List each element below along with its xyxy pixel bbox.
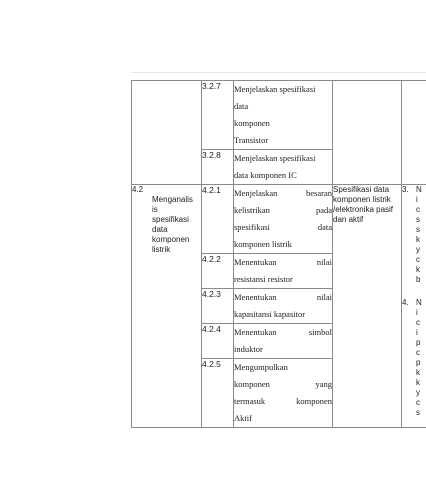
materi-cell (333, 185, 402, 428)
indicator-line: Aktif (234, 413, 252, 423)
indicator-line: Menentukan simbol (234, 327, 332, 337)
indicator-text: Menjelaskan spesifikasi (234, 84, 316, 94)
activity-number: 4. (402, 298, 409, 307)
sub-number: 4.2.1 (202, 185, 234, 254)
indicator-cell (234, 81, 333, 150)
kd-number: 4.2 (132, 185, 144, 194)
kd-cell (132, 185, 202, 428)
activity-number: 3. (402, 185, 409, 194)
empty-materi-cell (333, 81, 402, 185)
kd-line: listrik (152, 245, 171, 254)
empty-kd-cell (132, 81, 202, 185)
kd-line: spesifikasi (152, 215, 189, 224)
activity-item-4 (402, 298, 426, 418)
indicator-line: Mengumpulkan (234, 362, 288, 372)
materi-line: dan aktif (333, 215, 364, 224)
indicator-line: spesifikasi data (234, 222, 332, 232)
materi-line: /elektronika pasif (333, 205, 394, 214)
indicator-cell (234, 289, 333, 324)
competency-table (131, 80, 426, 428)
table-row (132, 185, 426, 254)
indicator-line: kapasitansi kapasitor (234, 309, 306, 319)
indicator-line: Menjelaskan spesifikasi (234, 153, 316, 163)
sub-number: 4.2.5 (202, 359, 234, 428)
indicator-line: komponen listrik (234, 239, 292, 249)
indicator-line: Transistor (234, 135, 269, 145)
sub-number: 3.2.7 (202, 81, 234, 150)
activity-cell (402, 185, 426, 428)
indicator-cell (234, 185, 333, 254)
indicator-line: resistansi resistor (234, 274, 293, 284)
activity-letters: N i c i p c p k k y c s (416, 298, 422, 417)
activity-item-3 (402, 185, 426, 285)
indicator-line: termasuk komponen (234, 396, 332, 406)
indicator-line: Menentukan nilai (234, 257, 332, 267)
sub-number: 3.2.8 (202, 150, 234, 185)
sub-number: 4.2.4 (202, 324, 234, 359)
indicator-line: komponen yang (234, 379, 332, 389)
indicator-line (234, 98, 332, 132)
sub-number: 4.2.3 (202, 289, 234, 324)
empty-col4-cell (402, 81, 426, 185)
materi-line: Spesifikasi data (333, 185, 390, 194)
indicator-cell (234, 254, 333, 289)
indicator-line: Menjelaskan besaran (234, 188, 332, 198)
indicator-text: data komponen (234, 101, 270, 128)
indicator-cell (234, 324, 333, 359)
kd-text (152, 195, 201, 255)
kd-line: data (152, 225, 168, 234)
indicator-line: induktor (234, 344, 263, 354)
kd-line: Menganalis (152, 195, 193, 204)
kd-line: komponen (152, 235, 190, 244)
indicator-line: Menentukan nilai (234, 292, 332, 302)
table-row (132, 81, 426, 150)
materi-line: komponen listrik (333, 195, 391, 204)
sub-number: 4.2.2 (202, 254, 234, 289)
indicator-cell (234, 150, 333, 185)
indicator-cell (234, 359, 333, 428)
indicator-line: data komponen IC (234, 170, 297, 180)
indicator-line (234, 81, 332, 98)
activity-letters: N i c s s k y c k b (416, 185, 422, 284)
indicator-line: kelistrikan pada (234, 205, 332, 215)
kd-line: is (152, 205, 158, 214)
top-divider-line (131, 72, 426, 73)
